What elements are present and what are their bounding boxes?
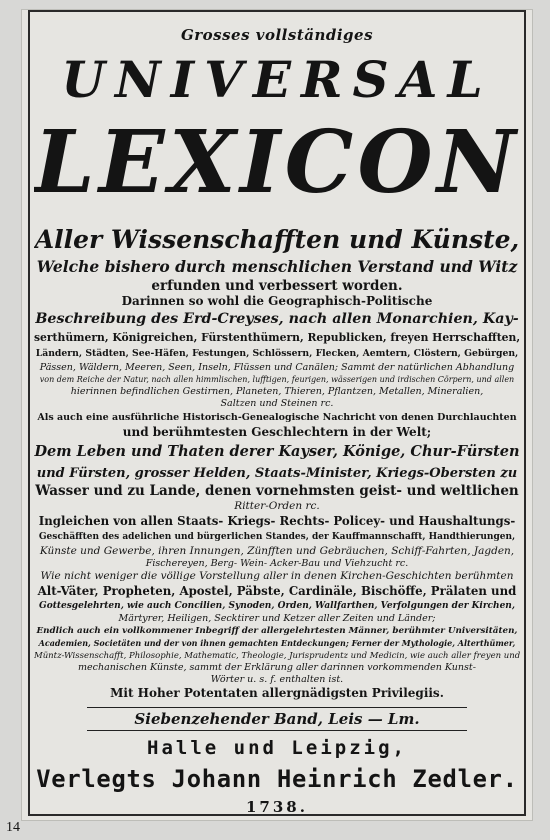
imprint-year: 1738. bbox=[246, 797, 308, 816]
text-line-24: Fischereyen, Berg- Wein- Acker-Bau und Viehzucht rc. bbox=[145, 558, 409, 569]
text-line-29: Endlich auch ein vollkommener Inbegriff der allergelehrtesten Männer, berühmter Universitäten, bbox=[36, 625, 518, 636]
text-line-7: Darinnen so wohl die Geographisch-Politische bbox=[121, 294, 433, 308]
text-line-32: mechanischen Künste, sammt der Erklärung aller darinnen vorkommenden Kunst- bbox=[78, 661, 476, 673]
text-line-27: Gottesgelehrten, wie auch Concilien, Synoden, Orden, Wallfarthen, Verfolgungen der Kirchen, bbox=[39, 601, 515, 611]
text-line-31: Müntz-Wissenschafft, Philosophie, Mathematic, Theologie, Jurisprudentz und Medicin, wie auch aller freyen und bbox=[34, 650, 520, 661]
text-line-23: Künste und Gewerbe, ihren Innungen, Zünfften und Gebräuchen, Schiff-Fahrten, Jagden, bbox=[39, 545, 515, 557]
text-line-17: Dem Leben und Thaten derer Kayser, Könige, Chur-Fürsten bbox=[34, 443, 520, 460]
volume-line: Siebenzehender Band, Leis — Lm. bbox=[87, 707, 467, 731]
page-number: 14 bbox=[6, 820, 20, 835]
text-line-28: Märtyrer, Heiligen, Secktirer und Ketzer aller Zeiten und Länder; bbox=[118, 612, 436, 624]
text-line-20: Ritter-Orden rc. bbox=[234, 500, 320, 512]
text-line-14: Saltzen und Steinen rc. bbox=[220, 398, 334, 409]
imprint-city: Halle und Leipzig, bbox=[147, 736, 407, 759]
imprint-publisher: Verlegts Johann Heinrich Zedler. bbox=[36, 764, 518, 793]
title-line-1: Grosses vollständiges bbox=[180, 26, 374, 44]
text-line-8: Beschreibung des Erd-Creyses, nach allen Monarchien, Kay- bbox=[35, 311, 519, 327]
title-page-content bbox=[34, 16, 520, 817]
subtitle-line-2: Welche bishero durch menschlichen Verstand und Witz bbox=[36, 257, 518, 276]
subtitle-line-3: erfunden und verbessert worden. bbox=[151, 278, 403, 294]
text-line-18: und Fürsten, grosser Helden, Staats-Minister, Kriegs-Obersten zu bbox=[36, 466, 518, 481]
subtitle-line-1: Aller Wissenschafften und Künste, bbox=[34, 225, 520, 254]
title-lexicon: LEXICON bbox=[34, 112, 520, 213]
text-line-10: Ländern, Städten, See-Häfen, Festungen, Schlössern, Flecken, Aemtern, Clöstern, Gebürgen, bbox=[35, 348, 519, 359]
text-line-26: Alt-Väter, Propheten, Apostel, Päbste, Cardinäle, Bischöffe, Prälaten und bbox=[37, 584, 517, 598]
text-line-15: Als auch eine ausführliche Historisch-Genealogische Nachricht von denen Durchlauchten bbox=[37, 412, 517, 423]
book-page bbox=[22, 10, 532, 820]
text-line-13: hierinnen befindlichen Gestirnen, Planeten, Thieren, Pflantzen, Metallen, Mineralien, bbox=[70, 386, 484, 397]
text-line-12: von dem Reiche der Natur, nach allen himmlischen, lufftigen, feurigen, wässerigen und irdischen Cörpern, und allen bbox=[39, 375, 515, 384]
text-line-9: serthümern, Königreichen, Fürstenthümern, Republicken, freyen Herrschafften, bbox=[34, 331, 520, 344]
text-line-22: Geschäfften des adelichen und bürgerlichen Standes, der Kauffmannschafft, Handthierungen, bbox=[38, 532, 516, 542]
text-line-33: Wörter u. s. f. enthalten ist. bbox=[210, 673, 344, 685]
text-line-16: und berühmtesten Geschlechtern in der Welt; bbox=[122, 425, 432, 439]
title-universal: UNIVERSAL bbox=[61, 50, 493, 109]
text-line-25: Wie nicht weniger die völlige Vorstellung aller in denen Kirchen-Geschichten berühmten bbox=[40, 570, 514, 582]
privilege-line: Mit Hoher Potentaten allergnädigsten Privilegiis. bbox=[110, 685, 444, 700]
text-line-30: Academien, Societäten und der von ihnen gemachten Entdeckungen; Ferner der Mythologie, Alterthümer, bbox=[38, 638, 516, 648]
text-line-19: Wasser und zu Lande, denen vornehmsten geist- und weltlichen bbox=[35, 483, 519, 499]
text-line-21: Ingleichen von allen Staats- Kriegs- Rechts- Policey- und Haushaltungs- bbox=[38, 514, 516, 528]
text-line-11: Pässen, Wäldern, Meeren, Seen, Inseln, Flüssen und Canälen; Sammt der natürlichen Abhandlung bbox=[39, 362, 515, 373]
